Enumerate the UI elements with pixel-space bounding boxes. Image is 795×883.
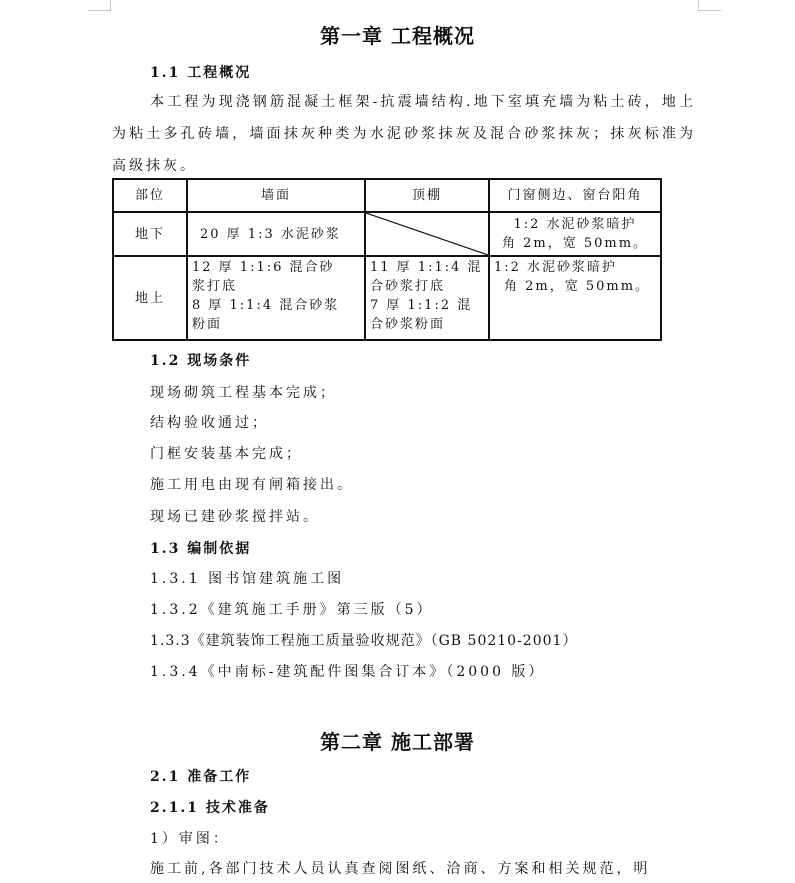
header-ceiling: 顶棚 <box>365 179 489 212</box>
row-corner-spec <box>489 256 661 340</box>
condition-line: 门框安装基本完成； <box>150 446 303 462</box>
spec-line: 1:2 水泥砂浆暗护 <box>494 260 618 275</box>
chapter-2-title: 第二章 施工部署 <box>320 730 475 754</box>
row-wall-spec <box>187 256 365 340</box>
spec-line: 12 厚 1:1:6 混合砂 <box>192 260 335 275</box>
condition-line: 现场砌筑工程基本完成； <box>150 385 337 401</box>
section-1-2-heading: 1.2 现场条件 <box>150 353 252 369</box>
section-1-1-paragraph-text: 本工程为现浇钢筋混凝土框架-抗震墙结构.地下室填充墙为粘土砖，地上为粘土多孔砖墙，墙面抹灰种类为水泥砂浆抹灰及混合砂浆抹灰；抹灰标准为高级抹灰。 <box>112 94 696 174</box>
header-door-window-corner: 门窗侧边、窗台阳角 <box>489 179 661 212</box>
spec-line: 20 厚 1:3 水泥砂浆 <box>200 226 341 242</box>
chapter-2-paragraph: 施工前,各部门技术人员认真查阅图纸、洽商、方案和相关规范，明 <box>150 861 651 877</box>
plaster-spec-table <box>112 178 662 341</box>
table-row <box>113 212 661 256</box>
page-corner-mark-right <box>698 0 721 11</box>
row-corner-spec <box>489 212 661 256</box>
spec-line: 角 2m，宽 50mm。 <box>504 279 651 294</box>
condition-line: 现场已建砂浆搅拌站。 <box>150 509 320 525</box>
spec-line: 合砂浆打底 <box>370 279 446 294</box>
header-part: 部位 <box>113 179 187 212</box>
row-part: 地上 <box>113 256 187 340</box>
item-review-drawings: 1）审图： <box>150 831 230 847</box>
chapter-1-title: 第一章 工程概况 <box>320 24 475 48</box>
reference-line: 1.3.3《建筑装饰工程施工质量验收规范》（GB 50210-2001） <box>150 633 578 649</box>
section-2-1-1-heading: 2.1.1 技术准备 <box>150 800 270 816</box>
section-1-3-heading: 1.3 编制依据 <box>150 541 252 557</box>
spec-line: 7 厚 1:1:2 混 <box>370 298 473 313</box>
section-1-1-paragraph <box>112 86 696 182</box>
row-wall-spec <box>187 212 365 256</box>
spec-line: 粉面 <box>192 317 223 332</box>
reference-line: 1.3.2《建筑施工手册》第三版（5） <box>150 602 434 618</box>
reference-line: 1.3.4《中南标-建筑配件图集合订本》（2000 版） <box>150 664 546 680</box>
spec-line: 角 2m，宽 50mm。 <box>501 236 649 251</box>
table-header-row <box>113 179 661 212</box>
row-ceiling-empty-cell <box>365 212 489 256</box>
condition-line: 结构验收通过； <box>150 415 269 431</box>
row-ceiling-spec <box>365 256 489 340</box>
page-corner-mark-left <box>88 0 111 11</box>
spec-line: 浆打底 <box>192 279 238 294</box>
header-wall: 墙面 <box>187 179 365 212</box>
spec-line: 1:2 水泥砂浆暗护 <box>513 217 637 232</box>
table-row <box>113 256 661 340</box>
section-1-1-heading: 1.1 工程概况 <box>150 65 252 81</box>
diagonal-slash-line <box>366 213 488 255</box>
condition-line: 施工用电由现有闸箱接出。 <box>150 477 354 493</box>
spec-line: 11 厚 1:1:4 混 <box>370 260 483 275</box>
spec-line: 8 厚 1:1:4 混合砂浆 <box>192 298 340 313</box>
reference-line: 1.3.1 图书馆建筑施工图 <box>150 571 345 587</box>
spec-line: 合砂浆粉面 <box>370 317 446 332</box>
row-part: 地下 <box>113 212 187 256</box>
section-2-1-heading: 2.1 准备工作 <box>150 769 252 785</box>
